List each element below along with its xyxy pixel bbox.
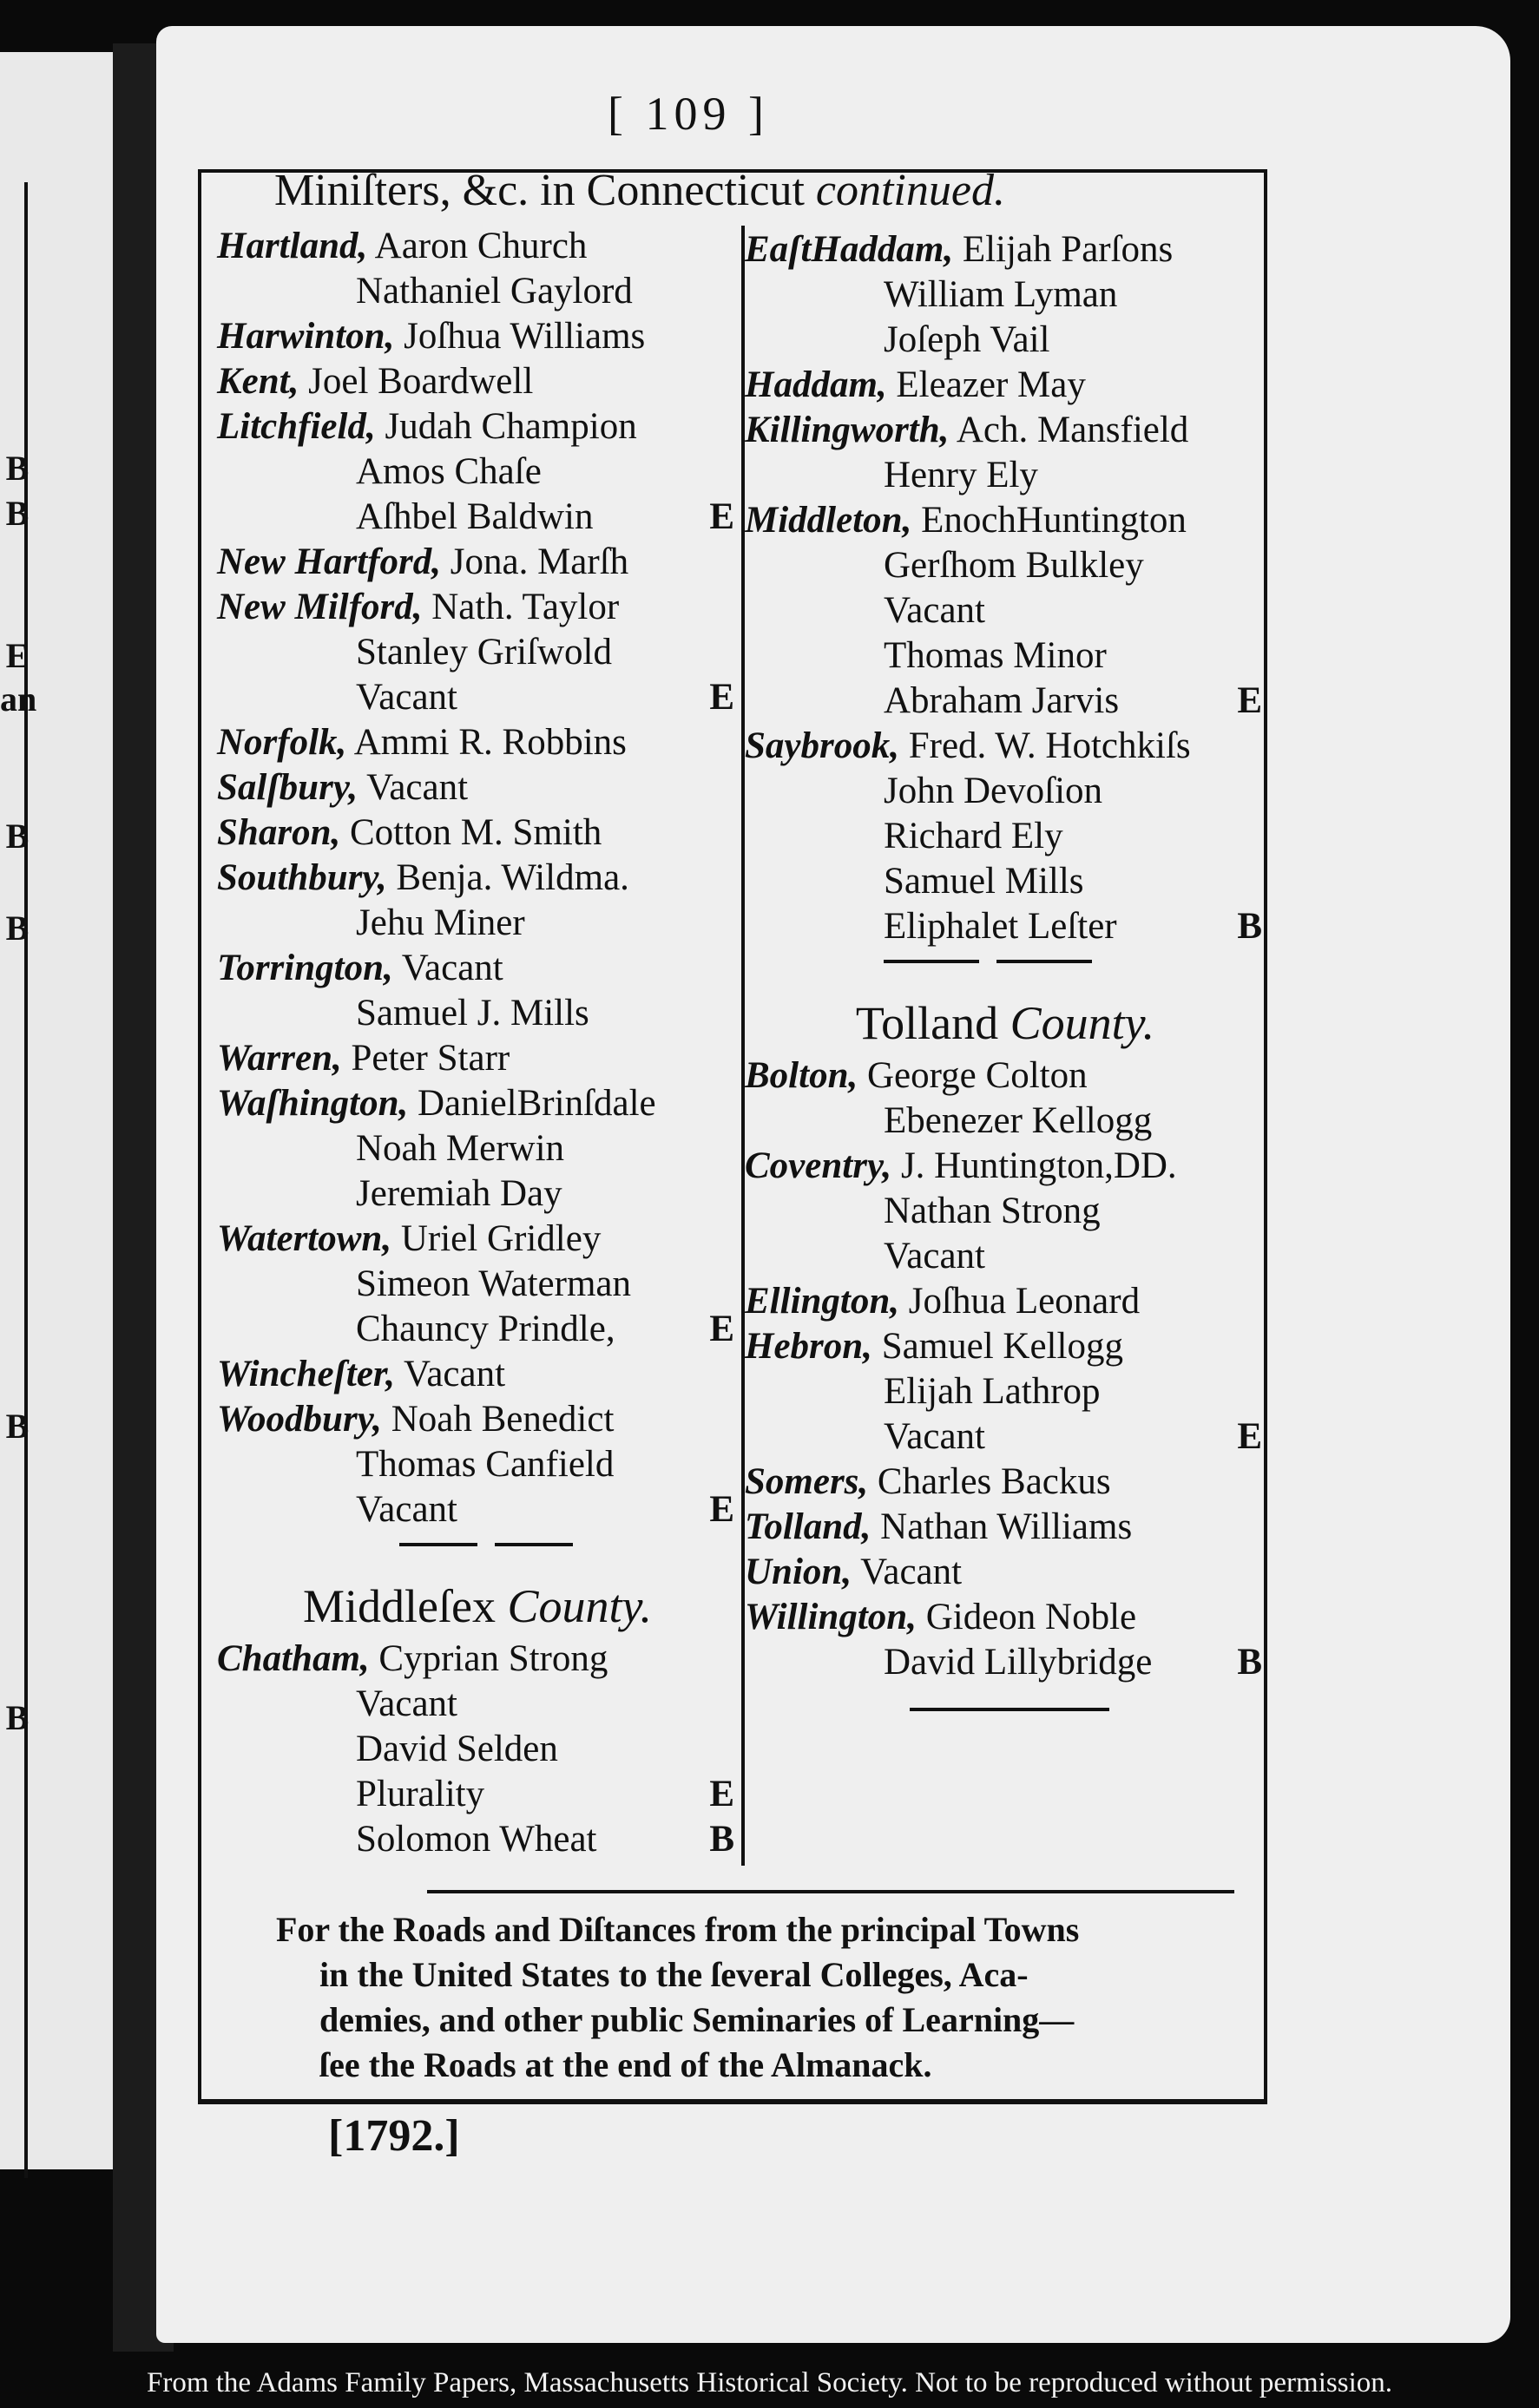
minister-entry: [745, 1595, 1266, 1640]
minister-entry: [217, 495, 738, 540]
minister-entry: [745, 1053, 1266, 1099]
minister-entry: [745, 1234, 1266, 1279]
town-name: Chatham,: [217, 1638, 370, 1679]
minister-name: David Lillybridge: [884, 1642, 1153, 1683]
minister-entry: [217, 1217, 738, 1262]
town-name: Somers,: [745, 1461, 869, 1502]
note-line: ſee the Roads at the end of the Almanack.: [319, 2045, 932, 2084]
minister-name: Vacant: [401, 948, 503, 988]
town-name: New Milford,: [217, 587, 423, 627]
minister-entry: [217, 1171, 738, 1217]
town-name: Wincheſter,: [217, 1354, 396, 1394]
minister-name: DanielBrinſdale: [418, 1083, 656, 1124]
minister-entry: [745, 1369, 1266, 1414]
minister-name: Aaron Church: [374, 226, 588, 266]
minister-entry: [217, 675, 738, 720]
minister-entry: [217, 359, 738, 404]
county-heading-tolland: [745, 993, 1266, 1053]
minister-entry: [217, 1397, 738, 1442]
minister-name: Henry Ely: [884, 455, 1038, 495]
town-name: Killingworth,: [745, 410, 950, 450]
flourish-ornament: [217, 1532, 738, 1558]
town-name: Ellington,: [745, 1281, 900, 1322]
town-name: Warren,: [217, 1038, 342, 1079]
minister-entry: [745, 633, 1266, 679]
minister-name: Richard Ely: [884, 816, 1063, 856]
minister-name: Vacant: [356, 1683, 457, 1724]
minister-entry: [745, 1640, 1266, 1685]
minister-name: Elijah Lathrop: [884, 1371, 1101, 1412]
minister-name: Jona. Marſh: [450, 541, 629, 582]
minister-name: Samuel Kellogg: [881, 1326, 1123, 1367]
town-name: Kent,: [217, 361, 299, 402]
year-stamp: [1792.]: [328, 2111, 460, 2161]
minister-name: Amos Chaſe: [356, 451, 542, 492]
minister-name: EnochHuntington: [921, 500, 1187, 541]
minister-entry: [745, 363, 1266, 408]
town-name: Coventry,: [745, 1145, 892, 1186]
note-line: demies, and other public Seminaries of Learning—: [319, 2000, 1075, 2039]
note-line: For the Roads and Diſtances from the principal Towns: [276, 1910, 1080, 1949]
minister-name: Cotton M. Smith: [349, 812, 602, 853]
roads-note: [276, 1907, 1274, 2088]
county-name: Middleſex: [303, 1580, 496, 1632]
minister-entry: [745, 1279, 1266, 1324]
denomination-flag: E: [709, 1309, 734, 1349]
minister-entry: [217, 1307, 738, 1352]
minister-name: George Colton: [867, 1055, 1088, 1096]
minister-name: Plurality: [356, 1774, 485, 1814]
page-number: [ 109 ]: [608, 88, 769, 140]
minister-entry: [745, 272, 1266, 318]
minister-name: Vacant: [404, 1354, 506, 1394]
minister-name: Ach. Mansfield: [956, 410, 1189, 450]
facing-page-mark: B: [5, 1698, 30, 1737]
denomination-flag: B: [1237, 1642, 1262, 1683]
town-name: Harwinton,: [217, 316, 395, 357]
minister-entry: [217, 404, 738, 449]
minister-entry: [217, 540, 738, 585]
minister-name: Simeon Waterman: [356, 1263, 631, 1304]
minister-entry: [217, 1126, 738, 1171]
town-name: Union,: [745, 1552, 852, 1592]
town-name: Watertown,: [217, 1218, 392, 1259]
minister-entry: [745, 588, 1266, 633]
town-name: Norfolk,: [217, 722, 347, 763]
minister-name: Joel Boardwell: [308, 361, 534, 402]
denomination-flag: B: [709, 1819, 734, 1860]
minister-name: Noah Merwin: [356, 1128, 565, 1169]
minister-entry: [745, 769, 1266, 814]
permission-caption: From the Adams Family Papers, Massachusetts Historical Society. Not to be reproduced without permission.: [147, 2367, 1392, 2398]
minister-name: Noah Benedict: [391, 1399, 615, 1440]
minister-name: William Lyman: [884, 274, 1118, 315]
minister-name: Benja. Wildma.: [396, 857, 629, 898]
facing-page-mark: B: [5, 909, 30, 948]
minister-entry: [217, 314, 738, 359]
minister-entry: [745, 1550, 1266, 1595]
denomination-flag: B: [1237, 906, 1262, 947]
town-name: Southbury,: [217, 857, 387, 898]
minister-entry: [745, 453, 1266, 498]
minister-name: Chauncy Prindle,: [356, 1309, 615, 1349]
minister-entry: [217, 810, 738, 856]
minister-name: Elijah Parſons: [962, 229, 1174, 270]
minister-name: Joſhua Leonard: [908, 1281, 1141, 1322]
minister-entry: [745, 814, 1266, 859]
minister-entry: [217, 630, 738, 675]
minister-name: Gerſhom Bulkley: [884, 545, 1144, 586]
minister-entry: [745, 1324, 1266, 1369]
facing-page-mark: B: [5, 817, 30, 856]
minister-name: Abraham Jarvis: [884, 680, 1120, 721]
minister-name: J. Huntington,DD.: [900, 1145, 1177, 1186]
minister-entry: [745, 1189, 1266, 1234]
minister-entry: [745, 318, 1266, 363]
minister-entry: [217, 1727, 738, 1772]
minister-name: Solomon Wheat: [356, 1819, 597, 1860]
minister-name: Charles Backus: [877, 1461, 1111, 1502]
minister-entry: [217, 224, 738, 269]
facing-page-edge: [0, 52, 113, 2169]
minister-entry: [217, 720, 738, 765]
denomination-flag: E: [709, 496, 734, 537]
minister-name: Ebenezer Kellogg: [884, 1100, 1153, 1141]
closing-rule: [745, 1697, 1266, 1723]
minister-entry: [745, 1099, 1266, 1144]
minister-entry: [745, 498, 1266, 543]
minister-name: Vacant: [884, 1416, 985, 1457]
county-label: County.: [1010, 997, 1155, 1049]
minister-entry: [217, 1081, 738, 1126]
minister-entry: [745, 1414, 1266, 1460]
note-line: in the United States to the ſeveral Colleges, Aca-: [319, 1955, 1029, 1994]
town-name: Torrington,: [217, 948, 393, 988]
facing-page-mark: an: [0, 679, 37, 718]
minister-entry: [745, 724, 1266, 769]
minister-name: Thomas Minor: [884, 635, 1107, 676]
minister-entry: [745, 679, 1266, 724]
minister-name: Joſeph Vail: [884, 319, 1050, 360]
minister-name: Eleazer May: [896, 364, 1086, 405]
minister-name: Vacant: [860, 1552, 963, 1592]
minister-entry: [217, 1682, 738, 1727]
town-name: Waſhington,: [217, 1083, 409, 1124]
minister-name: Nath. Taylor: [431, 587, 620, 627]
minister-name: Vacant: [884, 590, 985, 631]
town-name: Willington,: [745, 1597, 917, 1637]
minister-name: Samuel Mills: [884, 861, 1084, 902]
minister-entry: [745, 904, 1266, 949]
minister-name: Fred. W. Hotchkiſs: [908, 725, 1191, 766]
minister-entry: [217, 991, 738, 1036]
minister-entry: [745, 227, 1266, 272]
minister-name: Uriel Gridley: [400, 1218, 602, 1259]
minister-entry: [217, 1352, 738, 1397]
minister-entry: [745, 1144, 1266, 1189]
town-name: Salſbury,: [217, 767, 358, 808]
minister-name: Judah Champion: [385, 406, 637, 447]
minister-entry: [745, 543, 1266, 588]
title-main: Miniſters, &c. in Connecticut: [274, 166, 805, 215]
flourish-ornament: [745, 949, 1266, 975]
minister-name: Samuel J. Mills: [356, 993, 589, 1033]
town-name: Hebron,: [745, 1326, 872, 1367]
minister-entry: [745, 859, 1266, 904]
denomination-flag: E: [709, 1774, 734, 1814]
minister-name: Ammi R. Robbins: [353, 722, 627, 763]
minister-entry: [217, 856, 738, 901]
minister-name: Nathan Williams: [880, 1506, 1133, 1547]
minister-name: Peter Starr: [351, 1038, 510, 1079]
minister-entry: [217, 269, 738, 314]
town-name: Haddam,: [745, 364, 887, 405]
facing-page-mark: B: [5, 494, 30, 533]
county-heading-middlesex: [217, 1576, 738, 1637]
minister-entry: [217, 585, 738, 630]
minister-name: Vacant: [884, 1236, 985, 1276]
minister-entry: [745, 1460, 1266, 1505]
title-continued: continued.: [815, 166, 1005, 215]
page-title: [274, 165, 1005, 216]
section-rule: [427, 1890, 1234, 1893]
minister-entry: [745, 1505, 1266, 1550]
facing-page-mark: B: [5, 1407, 30, 1446]
town-name: New Hartford,: [217, 541, 441, 582]
minister-name: Thomas Canfield: [356, 1444, 615, 1485]
minister-entry: [217, 1817, 738, 1862]
county-name: Tolland: [855, 997, 999, 1049]
town-name: Woodbury,: [217, 1399, 382, 1440]
town-name: Litchfield,: [217, 406, 376, 447]
minister-entry: [745, 408, 1266, 453]
town-name: Saybrook,: [745, 725, 899, 766]
denomination-flag: E: [709, 677, 734, 718]
minister-entry: [217, 946, 738, 991]
minister-entry: [217, 1637, 738, 1682]
minister-name: Gideon Noble: [925, 1597, 1137, 1637]
minister-entry: [217, 449, 738, 495]
minister-name: Aſhbel Baldwin: [356, 496, 594, 537]
minister-name: Eliphalet Leſter: [884, 906, 1117, 947]
minister-name: Stanley Griſwold: [356, 632, 612, 673]
minister-entry: [217, 1262, 738, 1307]
right-column: [745, 227, 1266, 1723]
minister-entry: [217, 765, 738, 810]
town-name: Sharon,: [217, 812, 341, 853]
town-name: EaſtHaddam,: [745, 229, 954, 270]
minister-entry: [217, 1772, 738, 1817]
denomination-flag: E: [709, 1489, 734, 1530]
minister-entry: [217, 901, 738, 946]
town-name: Tolland,: [745, 1506, 871, 1547]
facing-page-mark: E: [5, 636, 30, 675]
minister-entry: [217, 1442, 738, 1487]
minister-name: David Selden: [356, 1729, 558, 1769]
town-name: Hartland,: [217, 226, 368, 266]
minister-entry: [217, 1487, 738, 1532]
minister-name: Cyprian Strong: [378, 1638, 608, 1679]
minister-name: Vacant: [356, 677, 457, 718]
denomination-flag: E: [1237, 1416, 1262, 1457]
left-column: [217, 224, 738, 1862]
minister-entry: [217, 1036, 738, 1081]
minister-name: Nathaniel Gaylord: [356, 271, 633, 312]
minister-name: Vacant: [356, 1489, 457, 1530]
denomination-flag: E: [1237, 680, 1262, 721]
minister-name: Jeremiah Day: [356, 1173, 562, 1214]
town-name: Bolton,: [745, 1055, 858, 1096]
minister-name: Nathan Strong: [884, 1191, 1101, 1231]
minister-name: John Devoſion: [884, 771, 1103, 811]
minister-name: Vacant: [366, 767, 469, 808]
facing-page-mark: B: [5, 449, 30, 488]
town-name: Middleton,: [745, 500, 912, 541]
county-label: County.: [507, 1580, 652, 1632]
minister-name: Joſhua Williams: [404, 316, 646, 357]
minister-name: Jehu Miner: [356, 902, 525, 943]
